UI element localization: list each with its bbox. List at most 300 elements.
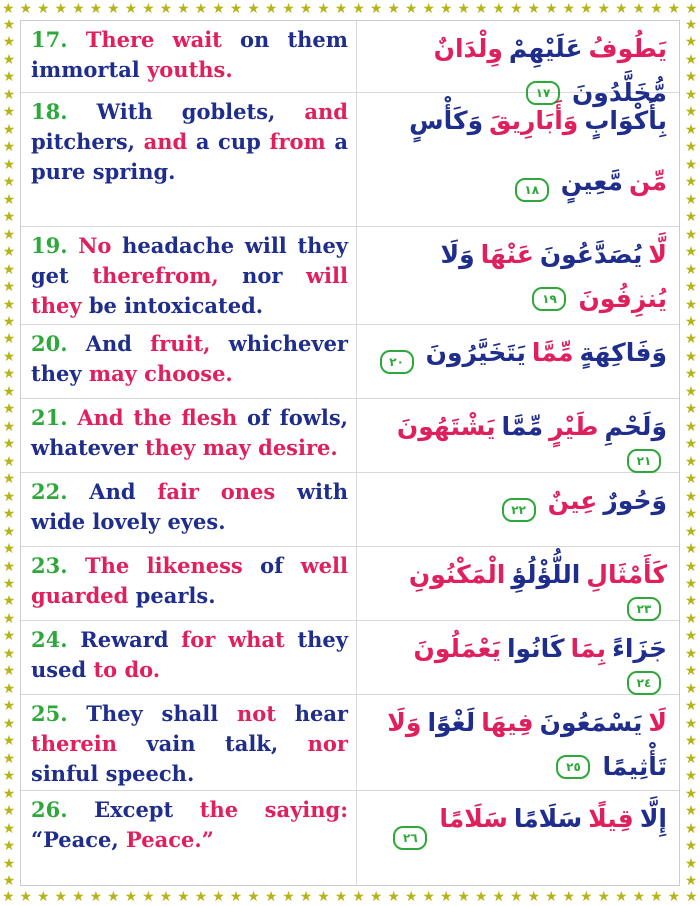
star-icon: ★ (2, 645, 16, 662)
verse-arabic (357, 227, 679, 324)
star-icon: ★ (527, 1, 541, 17)
verse-end-marker-icon: ٢٦ (393, 826, 427, 850)
arabic-word: وَحُورٌ (603, 486, 667, 515)
verse-end-marker-icon: ٢٠ (380, 350, 414, 374)
star-icon: ★ (650, 1, 663, 17)
verse-text-segment: therein (31, 731, 147, 756)
verse-arabic (357, 547, 679, 620)
verse-text-segment: may choose. (88, 361, 233, 386)
star-icon: ★ (2, 1, 15, 17)
star-icon: ★ (2, 34, 16, 51)
star-icon: ★ (684, 279, 698, 296)
star-icon: ★ (544, 889, 558, 905)
star-icon: ★ (37, 1, 50, 17)
verse-arabic (357, 399, 679, 472)
verse-end-marker-icon: ٢١ (627, 449, 661, 473)
verse-arabic (357, 621, 679, 694)
star-icon: ★ (334, 889, 348, 905)
verse-arabic (357, 21, 679, 107)
star-icon: ★ (684, 366, 698, 383)
star-icon: ★ (194, 889, 208, 905)
verse-number: 19. (31, 233, 79, 258)
star-icon: ★ (684, 715, 698, 732)
star-icon: ★ (2, 488, 16, 505)
star-icon: ★ (2, 348, 16, 365)
verse-text-segment: will they (31, 263, 348, 318)
verse-number: 25. (31, 701, 87, 726)
star-icon: ★ (684, 418, 698, 435)
verse-english (21, 473, 357, 546)
star-icon: ★ (684, 471, 698, 488)
star-icon: ★ (2, 366, 16, 383)
star-icon: ★ (615, 1, 628, 17)
star-icon: ★ (684, 313, 698, 330)
arabic-word: إِلَّا (639, 804, 667, 833)
verse-number: 20. (31, 331, 86, 356)
arabic-word: مَّعِينٍ (560, 166, 624, 196)
verse-number: 18. (31, 99, 97, 124)
arabic-word: مِّن (629, 166, 667, 196)
verse-text-segment: nor (242, 263, 306, 288)
star-icon: ★ (684, 244, 698, 261)
verse-text-segment: with wide lovely eyes. (31, 479, 348, 534)
star-icon: ★ (2, 191, 16, 208)
verse-text-segment: a cup (195, 129, 270, 154)
star-icon: ★ (334, 1, 348, 17)
arabic-word: اللُّؤْلُؤِ (511, 560, 581, 589)
star-icon: ★ (89, 1, 103, 17)
verse-arabic (357, 695, 679, 790)
verse-number: 17. (31, 27, 86, 52)
arabic-word: وَفَاكِهَةٍ (579, 338, 667, 367)
star-icon: ★ (457, 1, 470, 17)
verse-end-marker-icon: ٢٥ (556, 755, 590, 779)
star-icon: ★ (509, 1, 523, 17)
star-icon: ★ (387, 889, 400, 905)
verse-text-segment: And (89, 479, 158, 504)
star-icon: ★ (667, 889, 681, 905)
star-icon: ★ (457, 889, 470, 905)
star-icon: ★ (282, 1, 295, 17)
arabic-word: لَا (648, 708, 667, 737)
star-icon: ★ (684, 18, 698, 33)
verse-text-segment: not (236, 701, 295, 726)
arabic-word: فِيهَا (481, 708, 534, 737)
verse-text-segment: whichever they (31, 331, 348, 386)
arabic-word: وَأَبَارِيقَ (489, 106, 579, 135)
verse-text-segment: for what (181, 627, 298, 652)
star-icon: ★ (2, 104, 16, 121)
star-icon: ★ (19, 889, 33, 905)
star-icon: ★ (2, 803, 16, 820)
star-icon: ★ (492, 1, 505, 17)
star-icon: ★ (544, 1, 558, 17)
verse-end-marker-icon: ١٨ (515, 178, 549, 202)
star-icon: ★ (439, 1, 453, 17)
star-icon: ★ (2, 733, 16, 750)
star-icon: ★ (89, 889, 103, 905)
verse-english (21, 227, 357, 324)
star-icon: ★ (2, 768, 16, 785)
arabic-word: مِّمَّا (531, 338, 574, 367)
verse-row-26 (21, 791, 679, 885)
arabic-word: طَيْرٍ (549, 412, 599, 441)
star-icon: ★ (684, 436, 698, 453)
star-icon: ★ (2, 279, 16, 296)
star-icon: ★ (597, 889, 611, 905)
star-icon: ★ (369, 1, 383, 17)
star-icon: ★ (684, 121, 698, 138)
star-icon: ★ (2, 593, 16, 610)
verse-english (21, 21, 357, 92)
arabic-word: عَلَيْهِمْ (508, 34, 583, 63)
verse-text-segment: And the flesh (77, 405, 247, 430)
star-icon: ★ (439, 889, 453, 905)
star-icon: ★ (684, 104, 698, 121)
star-icon: ★ (684, 488, 698, 505)
verse-arabic (357, 325, 679, 398)
star-icon: ★ (2, 121, 16, 138)
star-icon: ★ (684, 803, 698, 820)
star-icon: ★ (2, 750, 16, 767)
verse-row-17 (21, 21, 679, 107)
star-icon: ★ (684, 156, 698, 173)
star-icon: ★ (2, 680, 16, 697)
verse-english (21, 695, 357, 790)
star-icon: ★ (2, 313, 16, 330)
left-star-border (0, 18, 18, 888)
star-icon: ★ (684, 51, 698, 68)
star-icon: ★ (685, 1, 698, 17)
star-icon: ★ (2, 838, 16, 855)
verse-arabic (357, 791, 679, 885)
star-icon: ★ (684, 576, 698, 592)
star-icon: ★ (2, 244, 16, 261)
star-icon: ★ (2, 174, 16, 191)
star-icon: ★ (684, 226, 698, 243)
star-icon: ★ (2, 86, 16, 103)
arabic-word: بِأَكْوَابٍ (584, 106, 667, 135)
star-icon: ★ (684, 453, 698, 470)
arabic-word: يَعْمَلُونَ (413, 634, 501, 663)
verse-english (21, 791, 357, 885)
verse-text-segment: the saying: (199, 797, 348, 822)
star-icon: ★ (684, 820, 698, 837)
star-icon: ★ (2, 18, 16, 33)
verse-text-segment: No (78, 233, 123, 258)
arabic-word: وَلَحْمِ (604, 412, 667, 441)
verse-row-21 (21, 399, 679, 473)
star-icon: ★ (615, 889, 628, 905)
star-icon: ★ (684, 872, 698, 888)
verse-text-segment: fruit, (150, 331, 229, 356)
star-icon: ★ (684, 768, 698, 785)
star-icon: ★ (684, 698, 698, 715)
verse-text-segment: And (85, 331, 151, 356)
verse-text-segment: and (143, 129, 196, 154)
arabic-word: يُنزِفُونَ (578, 284, 667, 313)
star-icon: ★ (684, 663, 698, 680)
arabic-word: الْمَكْنُونِ (408, 560, 506, 589)
verse-number: 26. (31, 797, 95, 822)
star-icon: ★ (404, 1, 418, 17)
star-icon: ★ (2, 506, 16, 523)
verse-end-marker-icon: ١٩ (532, 287, 566, 311)
verse-text-segment: Except (94, 797, 200, 822)
star-icon: ★ (684, 506, 698, 523)
star-icon: ★ (2, 715, 16, 732)
star-icon: ★ (2, 523, 16, 540)
star-icon: ★ (580, 889, 593, 905)
star-icon: ★ (317, 889, 330, 905)
verse-text-segment: There wait (85, 27, 241, 52)
verse-english (21, 325, 357, 398)
star-icon: ★ (2, 296, 16, 313)
star-icon: ★ (264, 1, 278, 17)
star-icon: ★ (684, 174, 698, 191)
star-icon: ★ (684, 296, 698, 313)
star-icon: ★ (684, 523, 698, 540)
star-icon: ★ (684, 855, 698, 872)
star-icon: ★ (2, 156, 16, 173)
verse-table (20, 20, 680, 886)
verse-row-22 (21, 473, 679, 547)
verse-text-segment: pearls. (135, 583, 216, 608)
star-icon: ★ (2, 698, 16, 715)
verse-text-segment: well guarded (31, 553, 348, 608)
verse-text-segment: headache will they get (31, 233, 349, 288)
star-icon: ★ (2, 471, 16, 488)
star-icon: ★ (684, 139, 698, 156)
verse-end-marker-icon: ١٧ (526, 81, 560, 105)
star-icon: ★ (72, 1, 85, 17)
arabic-word: قِيلًا (588, 804, 634, 833)
verse-number: 22. (31, 479, 90, 504)
star-icon: ★ (299, 1, 313, 17)
arabic-word: تَأْثِيمًا (602, 752, 667, 781)
star-icon: ★ (685, 889, 698, 905)
verse-text-segment: pitchers, (31, 129, 144, 154)
star-icon: ★ (684, 69, 698, 86)
arabic-word: وَلَا (387, 708, 422, 737)
star-icon: ★ (562, 1, 576, 17)
star-icon: ★ (212, 889, 225, 905)
star-icon: ★ (72, 889, 85, 905)
verse-row-19 (21, 227, 679, 325)
star-icon: ★ (2, 51, 16, 68)
verse-text-segment: to do. (93, 657, 161, 682)
verse-text-segment: vain talk, (146, 731, 308, 756)
star-icon: ★ (2, 610, 16, 627)
verse-arabic (357, 93, 679, 226)
star-icon: ★ (2, 576, 16, 592)
verse-arabic (357, 473, 679, 546)
verse-text-segment: “Peace, (31, 827, 127, 852)
star-icon: ★ (2, 663, 16, 680)
star-icon: ★ (2, 261, 16, 278)
verse-text-segment: therefrom, (92, 263, 243, 288)
star-icon: ★ (107, 889, 120, 905)
star-icon: ★ (684, 541, 698, 558)
star-icon: ★ (352, 1, 365, 17)
bottom-star-border (0, 888, 700, 906)
star-icon: ★ (684, 401, 698, 418)
star-icon: ★ (632, 889, 646, 905)
verse-number: 23. (31, 553, 85, 578)
star-icon: ★ (2, 628, 16, 645)
verse-row-23 (21, 547, 679, 621)
star-icon: ★ (562, 889, 576, 905)
arabic-word: بِمَا (570, 634, 607, 663)
star-icon: ★ (684, 261, 698, 278)
verse-text-segment: and (304, 99, 348, 124)
verse-number: 24. (31, 627, 81, 652)
star-icon: ★ (684, 593, 698, 610)
star-icon: ★ (422, 1, 435, 17)
star-icon: ★ (264, 889, 278, 905)
verse-end-marker-icon: ٢٤ (627, 671, 661, 695)
arabic-word: يُصَدَّعُونَ (539, 240, 643, 269)
star-icon: ★ (2, 855, 16, 872)
arabic-word: يَطُوفُ (588, 34, 667, 63)
star-icon: ★ (492, 889, 505, 905)
star-icon: ★ (684, 628, 698, 645)
right-star-border (682, 18, 700, 888)
star-icon: ★ (282, 889, 295, 905)
verse-text-segment: They shall (86, 701, 237, 726)
star-icon: ★ (684, 348, 698, 365)
star-icon: ★ (2, 889, 15, 905)
star-icon: ★ (107, 1, 120, 17)
star-icon: ★ (2, 453, 16, 470)
verse-english (21, 547, 357, 620)
star-icon: ★ (2, 209, 16, 226)
star-icon: ★ (684, 645, 698, 662)
verse-english (21, 621, 357, 694)
star-icon: ★ (19, 1, 33, 17)
star-icon: ★ (142, 889, 155, 905)
arabic-word: يَشْتَهُونَ (396, 412, 496, 441)
arabic-word: سَلَامًا (513, 804, 583, 833)
arabic-word: مِّمَّا (501, 412, 544, 441)
arabic-word: لَّا (648, 240, 667, 269)
verse-english (21, 399, 357, 472)
verse-text-segment: whatever (31, 435, 145, 460)
star-icon: ★ (667, 1, 681, 17)
arabic-word: سَلَامًا (439, 804, 508, 833)
verse-row-20 (21, 325, 679, 399)
star-icon: ★ (2, 820, 16, 837)
star-icon: ★ (2, 331, 16, 348)
star-icon: ★ (2, 418, 16, 435)
verse-text-segment: sinful speech. (31, 761, 195, 786)
star-icon: ★ (229, 1, 243, 17)
star-icon: ★ (684, 750, 698, 767)
star-icon: ★ (142, 1, 155, 17)
star-icon: ★ (684, 383, 698, 400)
star-icon: ★ (194, 1, 208, 17)
star-icon: ★ (509, 889, 523, 905)
star-icon: ★ (54, 1, 68, 17)
star-icon: ★ (684, 785, 698, 802)
star-icon: ★ (684, 331, 698, 348)
verse-row-25 (21, 695, 679, 791)
arabic-word: يَتَخَيَّرُونَ (425, 338, 526, 367)
star-icon: ★ (299, 889, 313, 905)
arabic-word: يَسْمَعُونَ (539, 708, 643, 737)
star-icon: ★ (404, 889, 418, 905)
star-icon: ★ (54, 889, 68, 905)
verse-text-segment: on them immortal (31, 27, 348, 82)
arabic-word: عَنْهَا (480, 240, 534, 269)
verse-text-segment: fair ones (157, 479, 297, 504)
star-icon: ★ (37, 889, 50, 905)
verse-text-segment: hear (294, 701, 348, 726)
star-icon: ★ (2, 541, 16, 558)
arabic-word: وِلْدَانٌ (433, 34, 503, 63)
star-icon: ★ (684, 209, 698, 226)
star-icon: ★ (387, 1, 400, 17)
verse-text-segment: they may desire. (144, 435, 338, 460)
arabic-word: وَكَأْسٍ (409, 106, 484, 135)
verse-end-marker-icon: ٢٢ (502, 498, 536, 522)
verse-text-segment: youths. (147, 57, 233, 82)
star-icon: ★ (474, 889, 488, 905)
star-icon: ★ (684, 191, 698, 208)
star-icon: ★ (422, 889, 435, 905)
star-icon: ★ (2, 436, 16, 453)
star-icon: ★ (527, 889, 541, 905)
star-icon: ★ (684, 610, 698, 627)
star-icon: ★ (2, 872, 16, 888)
star-icon: ★ (2, 785, 16, 802)
verse-text-segment: Reward (80, 627, 182, 652)
star-icon: ★ (229, 889, 243, 905)
star-icon: ★ (2, 69, 16, 86)
verse-text-segment: Peace.” (126, 827, 214, 852)
star-icon: ★ (369, 889, 383, 905)
verse-text-segment: a pure spring. (31, 129, 349, 184)
star-icon: ★ (159, 889, 173, 905)
verse-text-segment: With goblets, (96, 99, 305, 124)
star-icon: ★ (684, 838, 698, 855)
star-icon: ★ (684, 34, 698, 51)
arabic-word: لَغْوًا (427, 708, 476, 737)
top-star-border (0, 0, 700, 18)
verse-english (21, 93, 357, 226)
arabic-word: مُّخَلَّدُونَ (571, 78, 667, 107)
star-icon: ★ (684, 558, 698, 575)
arabic-word: كَأَمْثَالِ (586, 560, 667, 589)
star-icon: ★ (2, 401, 16, 418)
star-icon: ★ (177, 889, 190, 905)
verse-text-segment: The likeness (84, 553, 261, 578)
verse-row-18 (21, 93, 679, 227)
star-icon: ★ (684, 680, 698, 697)
star-icon: ★ (317, 1, 330, 17)
star-icon: ★ (124, 889, 138, 905)
star-icon: ★ (684, 86, 698, 103)
star-icon: ★ (124, 1, 138, 17)
verse-row-24 (21, 621, 679, 695)
arabic-word: كَانُوا (506, 634, 565, 663)
verse-text-segment: from (269, 129, 335, 154)
verse-text-segment: of (260, 553, 301, 578)
arabic-word: عِينٌ (547, 486, 598, 515)
star-icon: ★ (597, 1, 611, 17)
arabic-word: جَزَاءً (612, 634, 667, 663)
verse-end-marker-icon: ٢٣ (627, 597, 661, 621)
